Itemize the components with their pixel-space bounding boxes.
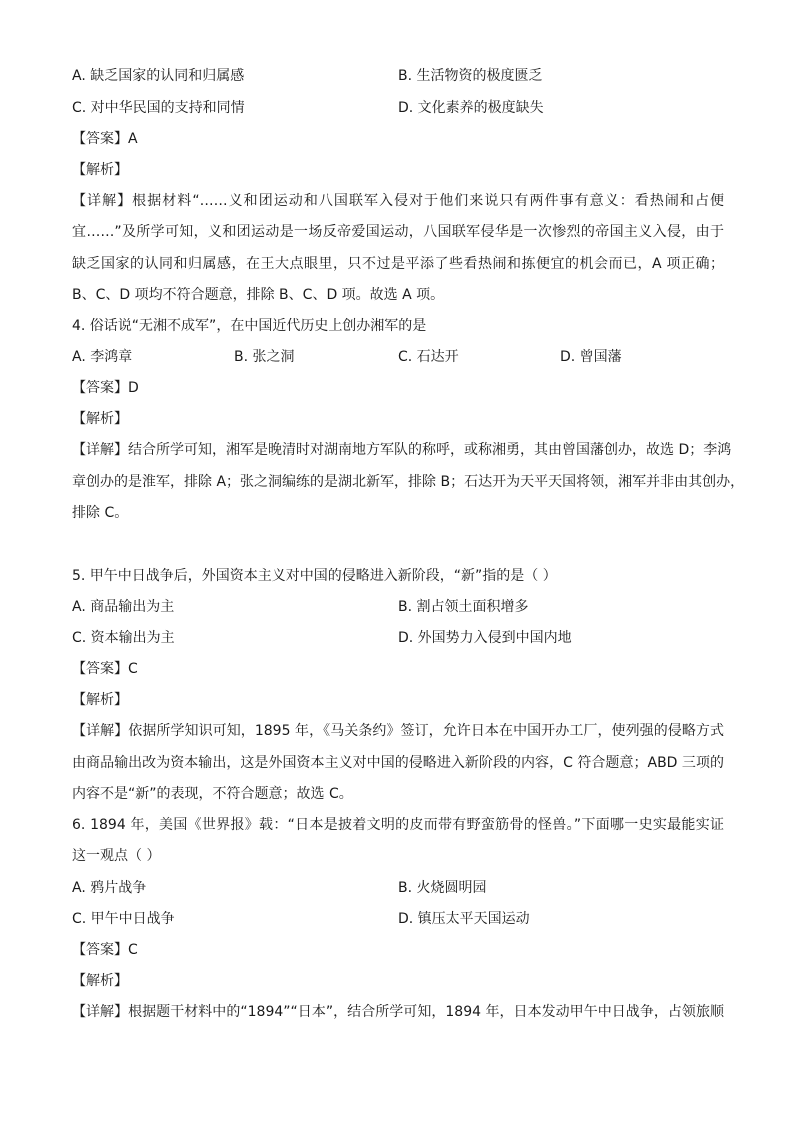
q5-stem: 5. 甲午中日战争后，外国资本主义对中国的侵略进入新阶段，“新”指的是（ ）: [72, 568, 557, 584]
q6-answer: 【答案】C: [72, 942, 138, 958]
q6-detail-line-1: 【详解】根据题干材料中的“1894”“日本”，结合所学可知，1894 年，日本发动甲午中日战争，占领旅顺: [72, 1004, 724, 1020]
q4-option-a: A. 李鸿章: [72, 349, 133, 365]
q5-detail-line-1: 【详解】依据所学知识可知，1895 年，《马关条约》签订，允许日本在中国开办工厂，使列强的侵略方式: [72, 723, 724, 739]
q3-detail-line-4: B、C、D 项均不符合题意，排除 B、C、D 项。故选 A 项。: [72, 287, 445, 303]
q3-detail-line-3: 缺乏国家的认同和归属感，在王大点眼里，只不过是平添了些看热闹和拣便宜的机会而已，A 项正确；: [72, 256, 724, 272]
q3-detail-line-2: 宜……”及所学可知，义和团运动是一场反帝爱国运动，八国联军侵华是一次惨烈的帝国主义入侵，由于: [72, 224, 724, 240]
q3-detail-line-1: 【详解】根据材料“……义和团运动和八国联军入侵对于他们来说只有两件事有意义：看热闹和占便: [72, 193, 724, 209]
q4-option-d: D. 曾国藩: [560, 349, 622, 365]
q6-analysis-label: 【解析】: [72, 973, 128, 989]
q5-analysis-label: 【解析】: [72, 692, 128, 708]
q5-option-b: B. 割占领土面积增多: [398, 599, 529, 615]
q3-option-a: A. 缺乏国家的认同和归属感: [72, 68, 245, 84]
q4-answer: 【答案】D: [72, 380, 139, 396]
q4-option-c: C. 石达开: [398, 349, 459, 365]
q3-analysis-label: 【解析】: [72, 162, 128, 178]
q3-option-b: B. 生活物资的极度匮乏: [398, 68, 543, 84]
q5-detail-line-3: 内容不是“新”的表现，不符合题意；故选 C。: [72, 786, 353, 802]
q5-option-c: C. 资本输出为主: [72, 630, 175, 646]
q4-analysis-label: 【解析】: [72, 411, 128, 427]
q5-option-a: A. 商品输出为主: [72, 599, 175, 615]
q4-option-b: B. 张之洞: [234, 349, 295, 365]
q6-option-b: B. 火烧圆明园: [398, 880, 487, 896]
q3-option-c: C. 对中华民国的支持和同情: [72, 100, 245, 116]
q4-detail-line-3: 排除 C。: [72, 505, 129, 521]
q5-detail-line-2: 由商品输出改为资本输出，这是外国资本主义对中国的侵略进入新阶段的内容，C 符合题意；ABD 三项的: [72, 755, 724, 771]
q6-option-c: C. 甲午中日战争: [72, 911, 175, 927]
q4-stem: 4. 俗话说“无湘不成军”，在中国近代历史上创办湘军的是: [72, 318, 427, 334]
q4-detail-line-1: 【详解】结合所学可知，湘军是晚清时对湖南地方军队的称呼，或称湘勇，其由曾国藩创办，故选 D；李鸿: [72, 442, 732, 458]
q6-stem-line-2: 这一观点（ ）: [72, 848, 161, 864]
q3-answer: 【答案】A: [72, 131, 138, 147]
q3-option-d: D. 文化素养的极度缺失: [398, 100, 544, 116]
q5-answer: 【答案】C: [72, 661, 138, 677]
q6-option-d: D. 镇压太平天国运动: [398, 911, 530, 927]
q5-option-d: D. 外国势力入侵到中国内地: [398, 630, 572, 646]
q6-stem-line-1: 6. 1894 年，美国《世界报》载：“日本是披着文明的皮而带有野蛮筋骨的怪兽。”下面哪一史实最能实证: [72, 817, 724, 833]
q6-option-a: A. 鸦片战争: [72, 880, 147, 896]
q4-detail-line-2: 章创办的是淮军，排除 A；张之洞编练的是湖北新军，排除 B；石达开为天平天国将领，湘军并非由其创办，: [72, 474, 745, 490]
